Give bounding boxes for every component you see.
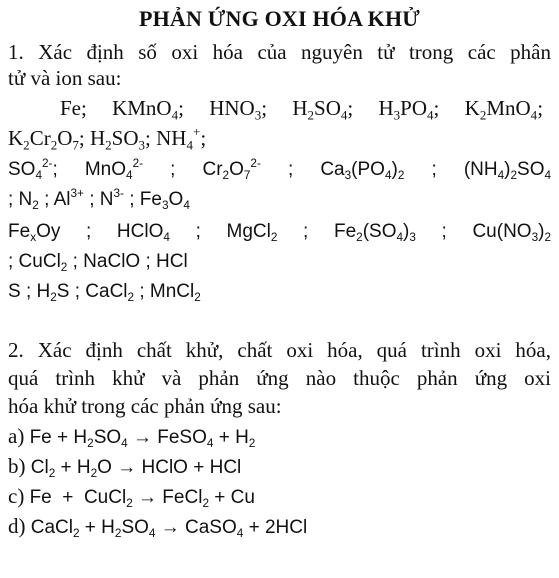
- formula-line-2: $K_2Cr_2O_7$; $H_2SO_3$; $NH_4^+$;: [8, 123, 207, 153]
- q2-line-3: hóa khử trong các phản ứng sau:: [8, 394, 282, 418]
- reaction-label: b): [8, 454, 26, 478]
- page-title: PHẢN ỨNG OXI HÓA KHỬ: [138, 6, 421, 31]
- reaction-label: a): [8, 424, 25, 448]
- q2-line-1: 2. Xác định chất khử, chất oxi hóa, quá trình oxi hóa,: [8, 338, 551, 362]
- q1-line-2: tử và ion sau:: [8, 66, 122, 90]
- formula-line-1: Fe; KMnO$_4$; $HNO_3$; $H_2SO_4$; $H_3PO_4$; $K_2MnO_4$;: [60, 96, 544, 123]
- q1-line-1: 1. Xác định số oxi hóa của nguyên tử trong các phân: [8, 40, 551, 64]
- formula-line-6: ; CuCl$_2$ ; NaClO ; HCl: [8, 251, 188, 275]
- formula-line-3: $SO_4^{2-}$; MnO$_4^{2-}$ ; $Cr_2O_7^{2-}$ ; $Ca_3(PO_4)_2$ ; $(NH_4)_2SO_4$: [8, 156, 552, 183]
- formula-line-4: ; $N_2$ ; $Al^{3+}$ ; $N^{3-}$ ; $Fe_3O_4$: [8, 186, 190, 213]
- reaction-c: c) Fe + CuCl$_2$ → FeCl$_2$ + Cu: [8, 484, 255, 511]
- formula-line-7: S ; $H_2S$ ; CaCl$_2$ ; MnCl$_2$: [8, 281, 201, 305]
- reaction-label: c): [8, 484, 25, 508]
- reaction-a: a) $Fe + H_2SO_4$ → FeSO$_4$ + $H_2$: [8, 424, 256, 451]
- formula-line-5: $Fe_xOy$ ; HClO$_4$ ; MgCl$_2$ ; $Fe_2(SO_4)_3$ ; $Cu(NO_3)_2$: [8, 221, 551, 245]
- reaction-d: d) CaCl$_2$ + $H_2SO_4$ → CaSO$_4$ + 2HCl: [8, 514, 308, 541]
- reaction-b: b) $Cl_2 + H_2O$ → HClO + HCl: [8, 454, 242, 481]
- reaction-label: d): [8, 514, 26, 538]
- q2-line-2: quá trình khử và phản ứng nào thuộc phản ứng oxi: [8, 366, 551, 390]
